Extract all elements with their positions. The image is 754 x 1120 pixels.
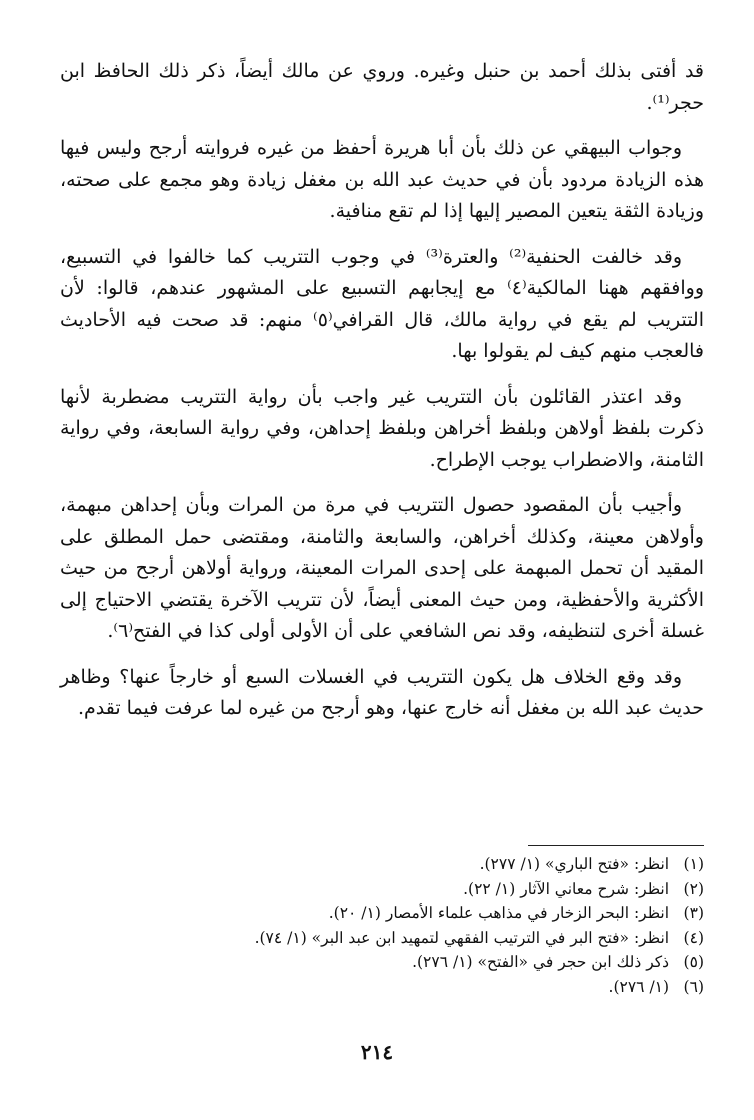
footnote-text: ذكر ذلك ابن حجر في «الفتح» (١/ ٢٧٦).: [412, 953, 670, 971]
footnote-text: انظر: البحر الزخار في مذاهب علماء الأمصار (١/ ٢٠).: [328, 904, 670, 922]
footnote-text: انظر: «فتح البر في الترتيب الفقهي لتمهيد ابن عبد البر» (١/ ٧٤).: [254, 928, 670, 947]
footnote: [60, 877, 704, 902]
paragraph: قد أفتى بذلك أحمد بن حنبل وغيره. وروي عن مالك أيضاً، ذكر ذلك الحافظ ابن حجر⁽¹⁾.: [60, 60, 704, 114]
footnote-number: (٢): [683, 879, 704, 898]
page-number: ٢١٤: [360, 1040, 394, 1064]
footnote-divider: [528, 845, 704, 846]
footnote-number: (٤): [683, 928, 704, 947]
footnote-number: (٣): [683, 904, 704, 922]
paragraph: وقد وقع الخلاف هل يكون التتريب في الغسلات السبع أو خارجاً عنها؟ وظاهر حديث عبد الله بن مغفل أنه خارج عنها، وهو أرجح من غيره لما عرفت فيما تقدم.: [60, 665, 704, 719]
paragraph: وأجيب بأن المقصود حصول التتريب في مرة من المرات وبأن إحداهن مبهمة، وأولاهن معينة، وكذلك أخراهن، والسابعة والثامنة، ومقتضى حمل المطلق على المقيد أن تحمل المبهمة على إحدى المرات المعينة، ورواية أولاهن أرجح من حيث الأكثرية والأحفظية، ومن حيث المعنى أيضاً، لأن تتريب الآخرة يقتضي الاحتياج إلى غسلة أخرى لتنظيفه، وقد نص الشافعي على أن الأولى أولى كذا في الفتح⁽٦⁾.: [60, 494, 704, 642]
footnote-text: (١/ ٢٧٦).: [608, 977, 670, 996]
footnotes-list: [60, 852, 704, 999]
footnote-number: (٥): [683, 953, 704, 971]
footnote-text: انظر: شرح معاني الآثار (١/ ٢٢).: [463, 879, 670, 898]
footnote: [60, 975, 704, 1000]
footnote-text: انظر: «فتح الباري» (١/ ٢٧٧).: [479, 855, 670, 873]
footnote-number: (٦): [683, 977, 704, 996]
footnote-number: (١): [683, 855, 704, 873]
footnote: [60, 926, 704, 951]
footnote: [60, 901, 704, 926]
paragraph: وقد اعتذر القائلون بأن التتريب غير واجب بأن رواية التتريب مضطربة لأنها ذكرت بلفظ أولاهن وبلفظ أخراهن وبلفظ إحداهن، وفي رواية السابعة، وفي رواية الثامنة، والاضطراب يوجب الإطراح.: [60, 385, 704, 471]
paragraph: وقد خالفت الحنفية⁽²⁾ والعترة⁽³⁾ في وجوب التتريب كما خالفوا في التسبيع، ووافقهم ههنا المالكية⁽٤⁾ مع إيجابهم التسبيع على المشهور عندهم، قالوا: لأن التتريب لم يقع في رواية مالك، قال القرافي⁽٥⁾ منهم: قد صحت فيه الأحاديث فالعجب منهم كيف لم يقولوا بها.: [60, 245, 705, 362]
paragraph: وجواب البيهقي عن ذلك بأن أبا هريرة أحفظ من غيره فروايته أرجح وليس فيها هذه الزيادة مردود بأن في حديث عبد الله بن مغفل زيادة وهو مجمع على صحته، وزيادة الثقة يتعين المصير إليها إذا لم تقع منافية.: [60, 137, 704, 222]
page-body: [60, 56, 704, 725]
footnote: [60, 852, 704, 877]
footnote: [60, 950, 704, 975]
